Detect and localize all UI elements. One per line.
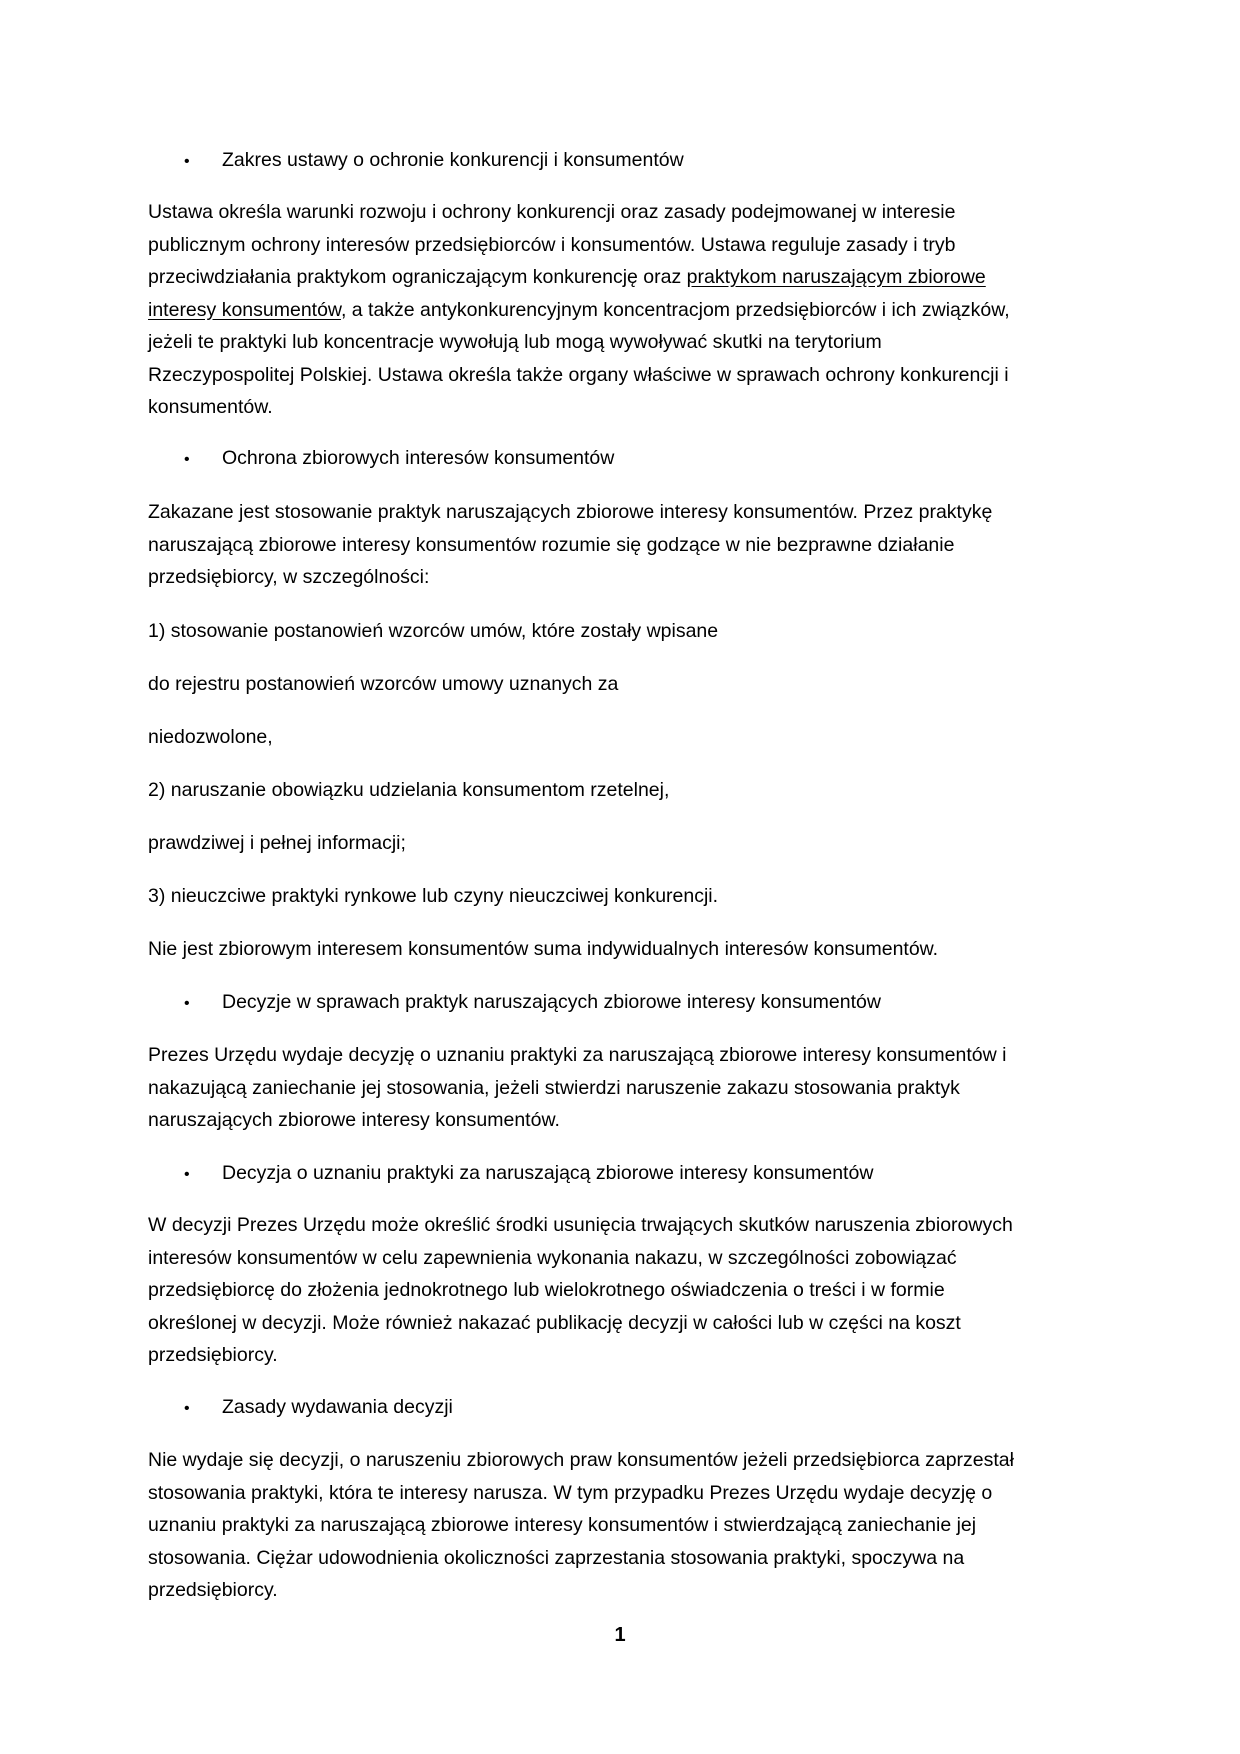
- text-line: W decyzji Prezes Urzędu może określić środki usunięcia trwających skutków naruszenia zbiorowych: [148, 1214, 1013, 1236]
- text-line: naruszających zbiorowe interesy konsumentów.: [148, 1109, 560, 1131]
- paragraph-protection: [148, 496, 1098, 594]
- text-line: stosowania. Ciężar udowodnienia okoliczności zaprzestania stosowania praktyki, spoczywa na: [148, 1546, 965, 1569]
- text-segment: przeciwdziałania praktykom ograniczającym konkurencję oraz: [148, 266, 687, 288]
- list-item: niedozwolone,: [148, 726, 273, 748]
- paragraph-decision-recognition: [148, 1209, 1098, 1372]
- text-line: naruszającą zbiorowe interesy konsumentów rozumie się godzące w nie bezprawne działanie: [148, 533, 955, 556]
- paragraph-decisions: [148, 1039, 1098, 1137]
- list-item: 3) nieuczciwe praktyki rynkowe lub czyny nieuczciwej konkurencji.: [148, 885, 719, 907]
- section-heading-scope: [184, 144, 684, 179]
- text-line: publicznym ochrony interesów przedsiębiorców i konsumentów. Ustawa reguluje zasady i tryb: [148, 233, 956, 256]
- text-line: Ustawa określa warunki rozwoju i ochrony konkurencji oraz zasady podejmowanej w interesie: [148, 201, 956, 223]
- text-line: jeżeli te praktyki lub koncentracje wywołują lub mogą wywoływać skutki na terytorium: [148, 331, 882, 353]
- text-line: nakazującą zaniechanie jej stosowania, jeżeli stwierdzi naruszenie zakazu stosowania praktyk: [148, 1076, 960, 1099]
- text-line: Zakazane jest stosowanie praktyk naruszających zbiorowe interesy konsumentów. Przez praktykę: [148, 501, 993, 523]
- text-line: interesów konsumentów w celu zapewnienia wykonania nakazu, w szczególności zobowiązać: [148, 1246, 957, 1269]
- collective-interests-link[interactable]: praktykom naruszającym zbiorowe: [686, 266, 986, 288]
- text-line: przedsiębiorcy, w szczególności:: [148, 566, 430, 588]
- section-heading-rules: [184, 1391, 453, 1426]
- paragraph-note: Nie jest zbiorowym interesem konsumentów suma indywidualnych interesów konsumentów.: [148, 938, 939, 960]
- page-number: 1: [614, 1624, 626, 1646]
- heading-text: Zasady wydawania decyzji: [222, 1396, 453, 1418]
- text-line: [148, 261, 1098, 294]
- text-line: Prezes Urzędu wydaje decyzję o uznaniu praktyki za naruszającą zbiorowe interesy konsumentów i: [148, 1044, 1007, 1066]
- text-line: Rzeczypospolitej Polskiej. Ustawa określa także organy właściwe w sprawach ochrony konkurencji i: [148, 363, 1009, 386]
- heading-text: Decyzja o uznaniu praktyki za naruszającą zbiorowe interesy konsumentów: [222, 1162, 874, 1184]
- text-line: określonej w decyzji. Może również nakazać publikację decyzji w całości lub w części na koszt: [148, 1311, 961, 1334]
- bullet-icon: •: [184, 1400, 190, 1417]
- text-line: przedsiębiorcy.: [148, 1579, 278, 1601]
- list-item: prawdziwej i pełnej informacji;: [148, 832, 406, 854]
- paragraph-rules: [148, 1444, 1098, 1607]
- section-heading-protection: [184, 442, 614, 477]
- heading-text: Decyzje w sprawach praktyk naruszających zbiorowe interesy konsumentów: [222, 991, 881, 1013]
- text-line: przedsiębiorcę do złożenia jednokrotnego lub wielokrotnego oświadczenia o treści i w formie: [148, 1279, 945, 1301]
- bullet-icon: •: [184, 995, 190, 1012]
- text-line: uznaniu praktyki za naruszającą zbiorowe interesy konsumentów i stwierdzającą zaniechanie jej: [148, 1514, 977, 1536]
- section-heading-decisions: [184, 986, 881, 1021]
- list-item: do rejestru postanowień wzorców umowy uznanych za: [148, 673, 619, 695]
- collective-interests-link-continued[interactable]: interesy konsumentów: [148, 298, 341, 321]
- text-line: [148, 294, 1098, 327]
- paragraph-scope: [148, 196, 1098, 424]
- list-item: 1) stosowanie postanowień wzorców umów, które zostały wpisane: [148, 620, 719, 642]
- bullet-icon: •: [184, 451, 190, 468]
- text-segment: , a także antykonkurencyjnym koncentracjom przedsiębiorców i ich związków,: [340, 298, 1010, 321]
- heading-text: Ochrona zbiorowych interesów konsumentów: [222, 447, 615, 469]
- bullet-icon: •: [184, 1166, 190, 1183]
- list-item: 2) naruszanie obowiązku udzielania konsumentom rzetelnej,: [148, 779, 670, 801]
- heading-text: Zakres ustawy o ochronie konkurencji i konsumentów: [222, 149, 684, 171]
- text-line: stosowania praktyki, która te interesy narusza. W tym przypadku Prezes Urzędu wydaje decyzję o: [148, 1481, 993, 1504]
- bullet-icon: •: [184, 153, 190, 170]
- text-line: Nie wydaje się decyzji, o naruszeniu zbiorowych praw konsumentów jeżeli przedsiębiorca zaprzestał: [148, 1449, 1014, 1471]
- text-line: konsumentów.: [148, 396, 273, 418]
- text-line: przedsiębiorcy.: [148, 1344, 278, 1366]
- section-heading-decision-recognition: [184, 1157, 873, 1192]
